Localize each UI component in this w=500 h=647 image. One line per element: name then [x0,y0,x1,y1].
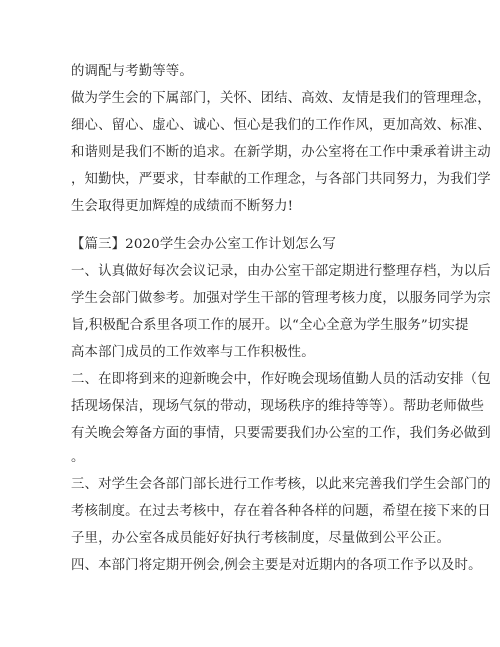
text-line: 有关晚会筹备方面的事情，只要需要我们办公室的工作，我们务必做到 [71,426,491,441]
text-line: 生会取得更加辉煌的成绩而不断努力! [71,199,294,214]
text-line: 三、对学生会各部门部长进行工作考核，以此来完善我们学生会部门的 [71,477,491,492]
text-line: 括现场保洁，现场气氛的带动，现场秩序的维持等等）。帮助老师做些 [71,399,485,414]
text-line: 和谐则是我们不断的追求。在新学期，办公室将在工作中秉承着讲主动 [71,145,491,160]
text-line: 。 [71,450,85,465]
text-line: 做为学生会的下属部门，关怀、团结、高效、友情是我们的管理理念， [71,91,491,106]
text-line: 一、认真做好每次会议记录，由办公室干部定期进行整理存档，为以后 [71,264,491,279]
text-line: 高本部门成员的工作效率与工作积极性。 [71,345,315,360]
text-line: ，知勤快，严要求，甘奉献的工作理念，与各部门共同努力，为我们学 [71,172,491,187]
text-line: 四、本部门将定期开例会,例会主要是对近期内的各项工作予以及时。 [71,558,482,573]
text-line: 旨,积极配合系里各项工作的展开。以“全心全意为学生服务”切实提 [71,318,469,333]
text-line: 考核制度。在过去考核中，存在着各种各样的问题，希望在接下来的日 [71,504,491,519]
text-line: 二、在即将到来的迎新晚会中，作好晚会现场值勤人员的活动安排（包 [71,372,491,387]
text-line: 学生会部门做参考。加强对学生干部的管理考核力度，以服务同学为宗 [71,291,491,306]
text-line: 子里，办公室各成员能好好执行考核制度，尽量做到公平公正。 [71,531,451,546]
text-line: 的调配与考勤等等。 [71,64,193,79]
section-heading: 【篇三】2020学生会办公室工作计划怎么写 [71,237,336,252]
text-line: 细心、留心、虚心、诚心、恒心是我们的工作作风，更加高效、标准、 [71,118,491,133]
